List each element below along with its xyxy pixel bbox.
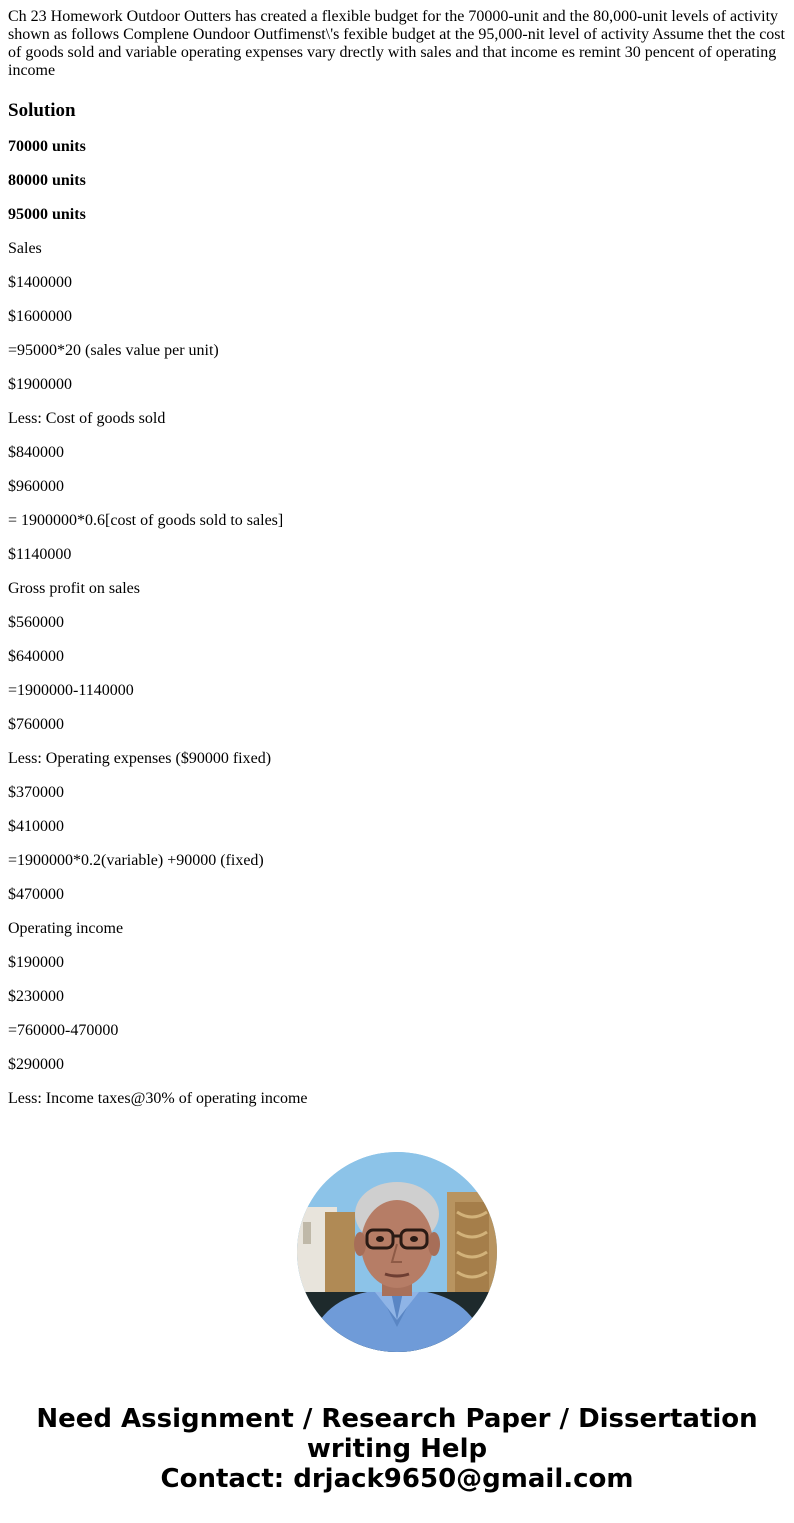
question-text: Ch 23 Homework Outdoor Outters has created a flexible budget for the 70000-unit and the 80,000-unit levels of activity shown as follows Complene Oundoor Outfimenst\'s fexible budget at the 95,000-nit level of activity Assume thet the cost of goods sold and variable operating expenses vary drectly with sales and that income es remint 30 pencent of operating income [8,8,785,79]
budget-line: $960000 [8,478,64,495]
budget-line: $190000 [8,954,64,971]
solution-lines [8,138,786,1108]
budget-line: $1600000 [8,308,72,325]
budget-line: $470000 [8,886,64,903]
budget-line: Operating income [8,920,124,937]
budget-line: $230000 [8,988,64,1005]
budget-line: $840000 [8,444,64,461]
budget-line: $1900000 [8,376,72,393]
budget-line: $1400000 [8,274,72,291]
promo-contact: Contact: drjack9650@gmail.com [160,1464,634,1494]
budget-line: $410000 [8,818,64,835]
tutor-photo-avatar [297,1152,497,1352]
budget-line: $1140000 [8,546,72,563]
column-header: 70000 units [8,138,86,155]
budget-line: Less: Cost of goods sold [8,410,166,427]
budget-line: $760000 [8,716,64,733]
column-header: 80000 units [8,172,86,189]
promo-banner [0,1404,794,1494]
budget-line: = 1900000*0.6[cost of goods sold to sales] [8,512,284,529]
column-header: 95000 units [8,206,86,223]
promo-line-2: writing Help [306,1434,488,1464]
budget-line: =95000*20 (sales value per unit) [8,342,219,359]
budget-line: Less: Income taxes@30% of operating income [8,1090,308,1107]
budget-line: Gross profit on sales [8,580,140,597]
budget-line: =760000-470000 [8,1022,119,1039]
budget-line: $370000 [8,784,64,801]
budget-line: Sales [8,240,42,257]
budget-line: $290000 [8,1056,64,1073]
person-photo-icon [297,1152,497,1352]
promo-line-1: Need Assignment / Research Paper / Dissertation [36,1404,758,1434]
solution-heading: Solution [8,100,76,121]
budget-line: =1900000*0.2(variable) +90000 (fixed) [8,852,264,869]
budget-line: $640000 [8,648,64,665]
budget-line: Less: Operating expenses ($90000 fixed) [8,750,272,767]
budget-line: $560000 [8,614,64,631]
budget-line: =1900000-1140000 [8,682,134,699]
